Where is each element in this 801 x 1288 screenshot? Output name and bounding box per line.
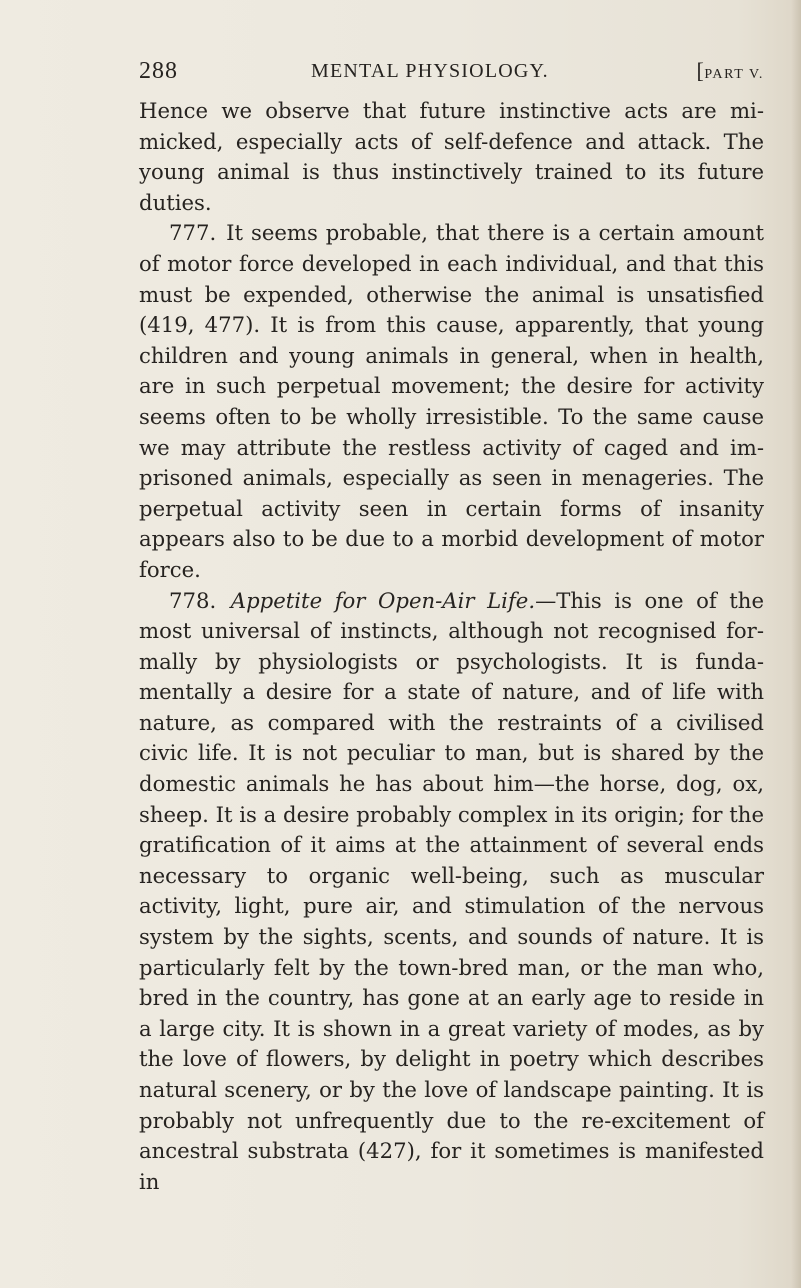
- running-header: [139, 58, 764, 88]
- section-number-778: 778.: [169, 587, 217, 613]
- section-title-778: Appetite for Open-Air Life.: [230, 587, 536, 613]
- part-bracket: [: [696, 58, 705, 83]
- part-label-text: PART V.: [704, 67, 764, 82]
- body-text: [139, 96, 764, 1197]
- part-label: [697, 58, 765, 84]
- paragraph-continuation: Hence we observe that future instinctive acts are mimicked, especially acts of self-defence and attack. The young animal is thus instinctively trained to its future duties.: [139, 98, 764, 215]
- paragraph-777: [139, 218, 764, 585]
- paragraph-778-text: —This is one of the most universal of instincts, although not recognised formally by physiologists or psychologists. It is fundamentally a desire for a state of nature, and of life with nature, as compared with the restraints of a civilised civic life. It is not peculiar to man, but is shared by the domestic animals he has about him—the horse, dog, ox, sheep. It is a desire probably complex in its origin; for the gratification of it aims at the attainment of several ends necessary to organic well-being, such as muscular activity, light, pure air, and stimulation of the nervous system by the sights, scents, and sounds of nature. It is particularly felt by the town-bred man, or the man who, bred in the country, has gone at an early age to reside in a large city. It is shown in a great variety of modes, as by the love of flowers, by delight in poetry which describes natural scenery, or by the love of landscape painting. It is probably not unfrequently due to the re-excitement of ancestral substrata (427), for it sometimes is manifested in: [139, 587, 764, 1194]
- section-number-777: 777.: [169, 220, 217, 246]
- paragraph-778: [139, 586, 764, 1198]
- page-number: 288: [139, 58, 178, 84]
- running-title: MENTAL PHYSIOLOGY.: [311, 60, 549, 82]
- page-edge-shadow: [791, 0, 801, 1288]
- paragraph-777-text: It seems probable, that there is a certain amount of motor force developed in each individual, and that this must be expended, otherwise the animal is unsatisfied (419, 477). It is from this cause, apparently, that young children and young animals in general, when in health, are in such perpetual movement; the desire for activity seems often to be wholly irresistible. To the same cause we may attribute the restless activity of caged and imprisoned animals, especially as seen in menageries. The perpetual activity seen in certain forms of insanity appears also to be due to a morbid development of motor force.: [139, 220, 764, 582]
